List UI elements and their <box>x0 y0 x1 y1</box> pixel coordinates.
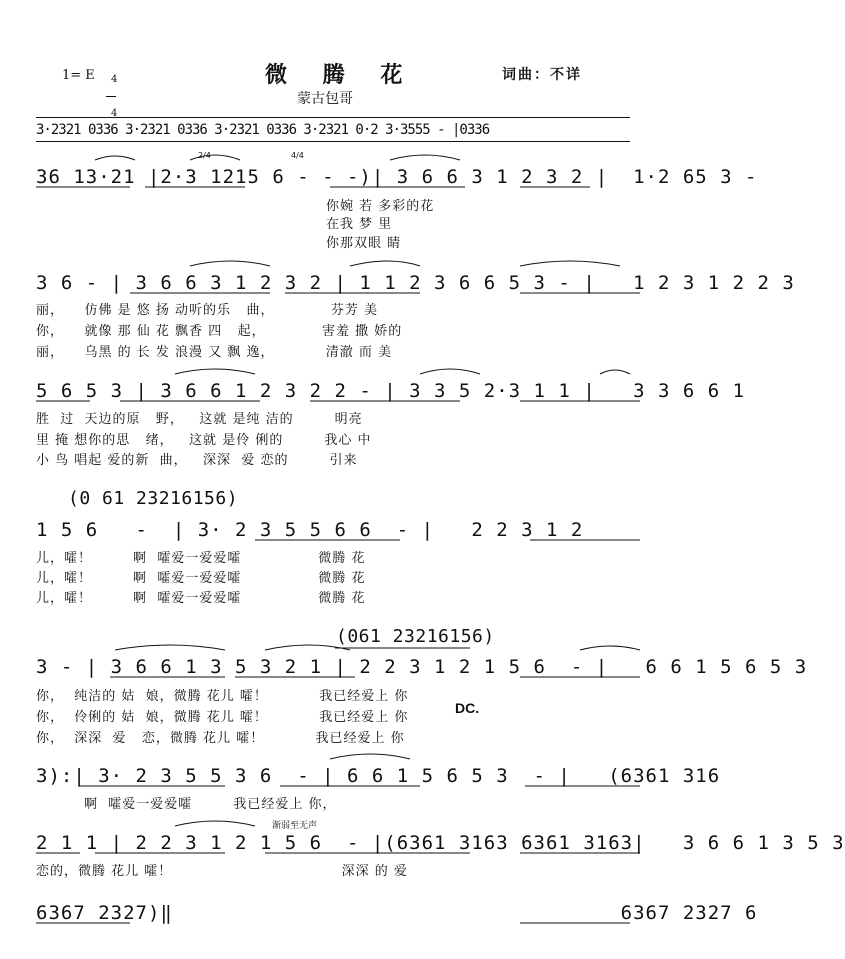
line-5-lyric-1: 你， 纯洁的 姑 娘，微腾 花儿 嚯！ 我已经爱上 你 <box>36 689 409 704</box>
key-signature: 1= E <box>62 68 95 83</box>
line-7-notes: 2 1 1 | 2 2 3 1 2 1 5 6 - |(6361 3163 6361 3163| 3 6 6 1 3 5 3 <box>36 832 845 854</box>
line-1-lyric-1: 你婉 若 多彩的花 <box>326 199 435 214</box>
line-3-lyric-3: 小 鸟 唱起 爱的新 曲， 深深 爱 恋的 引来 <box>36 453 358 468</box>
slur <box>175 369 255 374</box>
slur <box>580 646 640 650</box>
slur <box>520 261 620 266</box>
line-2-lyric-2: 你， 就像 那 仙 花 飘香 四 起， 害羞 撒 娇的 <box>36 324 403 339</box>
line-1-notes: 36 13·21 |2·3 1215 6 - - -)| 3 6 6 3 1 2 3 2 | 1·2 65 3 - <box>36 166 758 188</box>
line-7-lyric-1: 恋的，微腾 花儿 嚯！ 深深 的 爱 <box>36 864 408 879</box>
intro-notes: 3·2321 0336 3·2321 0336 3·2321 0336 3·2321 0·2 3·3555 - |0336 <box>36 122 490 138</box>
line-2-lyric-3: 丽， 乌黑 的 长 发 浪漫 又 飘 逸， 清澈 而 美 <box>36 345 393 360</box>
time-mark-2: 4/4 <box>291 151 304 160</box>
slur <box>420 369 480 374</box>
slur <box>95 156 135 160</box>
line-5-paren-intro: (061 23216156) <box>336 626 495 647</box>
slur <box>175 821 255 826</box>
slur <box>350 261 420 266</box>
meter-bottom: 4 <box>110 108 118 119</box>
tempo-mark: 渐弱至无声 <box>272 821 318 831</box>
line-4-lyric-1: 儿，嚯！ 啊 嚯爱一爱爱嚯 微腾 花 <box>36 551 366 566</box>
line-3-notes: 5 6 5 3 | 3 6 6 1 2 3 2 2 - | 3 3 5 2·3 1 1 | 3 3 6 6 1 <box>36 380 746 402</box>
line-3-lyric-2: 里 掩 想你的思 绪， 这就 是伶 俐的 我心 中 <box>36 433 372 448</box>
slur <box>115 645 225 650</box>
line-2-lyric-1: 丽， 仿佛 是 悠 扬 动听的乐 曲， 芬芳 美 <box>36 303 379 318</box>
slur <box>190 155 240 160</box>
time-mark-1: 2/4 <box>198 151 211 160</box>
song-title: 微 腾 花 <box>265 62 417 88</box>
line-6-notes: 3):| 3· 2 3 5 5 3 6 - | 6 6 1 5 6 5 3 - | (6361 316 <box>36 765 721 787</box>
line-4-lyric-3: 儿，嚯！ 啊 嚯爱一爱爱嚯 微腾 花 <box>36 591 366 606</box>
meter-top: 4 <box>110 74 118 85</box>
slur <box>330 754 410 759</box>
line-4-paren-intro: (0 61 23216156) <box>68 488 239 509</box>
line-2-notes: 3 6 - | 3 6 6 3 1 2 3 2 | 1 1 2 3 6 6 5 3 - | 1 2 3 1 2 2 3 <box>36 272 795 294</box>
line-4-notes: 1 5 6 - | 3· 2 3 5 5 6 6 - | 2 2 3 1 2 <box>36 519 584 541</box>
line-8-notes: 6367 2327)‖ 6367 2327 6 <box>36 902 758 924</box>
line-5-lyric-2: 你， 伶俐的 姑 娘，微腾 花儿 嚯！ 我已经爱上 你 <box>36 710 409 725</box>
slur <box>190 261 270 266</box>
line-5-notes: 3 - | 3 6 6 1 3 5 3 2 1 | 2 2 3 1 2 1 5 6 - | 6 6 1 5 6 5 3 <box>36 656 808 678</box>
line-4-lyric-2: 儿，嚯！ 啊 嚯爱一爱爱嚯 微腾 花 <box>36 571 366 586</box>
credits: 词曲：不详 <box>502 67 582 83</box>
line-5-lyric-3: 你， 深深 爱 恋，微腾 花儿 嚯！ 我已经爱上 你 <box>36 731 405 746</box>
line-1-lyric-3: 你那双眼 睛 <box>326 236 402 251</box>
dc-mark: DC. <box>455 700 480 716</box>
line-1-lyric-2: 在我 梦 里 <box>326 217 393 232</box>
line-3-lyric-1: 胜 过 天边的原 野， 这就 是纯 洁的 明亮 <box>36 412 363 427</box>
slur <box>390 155 460 160</box>
singer-name: 蒙古包哥 <box>297 91 353 107</box>
slur <box>600 370 630 374</box>
line-6-lyric-1: 啊 嚯爱一爱爱嚯 我已经爱上 你， <box>84 797 337 812</box>
